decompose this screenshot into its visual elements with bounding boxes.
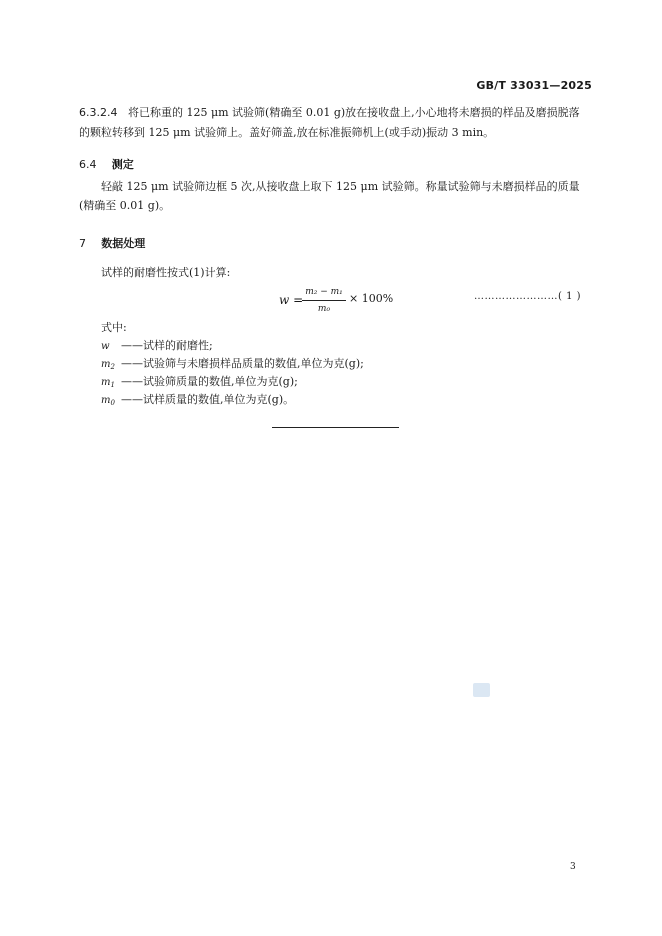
section-6-4-text-line2: (精确至 0.01 g)。 <box>79 199 171 212</box>
section-7-heading <box>79 232 145 251</box>
section-number: 6.4 <box>79 158 97 171</box>
where-label: 式中: <box>101 321 127 334</box>
clause-text-line2: 的颗粒转移到 125 μm 试验筛上。盖好筛盖,放在标准振筛机上(或手动)振动 3 min。 <box>79 126 495 139</box>
standard-code-header: GB/T 33031—2025 <box>476 79 592 92</box>
section-title: 数据处理 <box>101 237 146 250</box>
watermark-logo <box>473 683 490 697</box>
section-title: 测定 <box>111 158 134 171</box>
formula-1 <box>0 286 662 320</box>
variable-symbol: $m_1$ <box>101 377 115 389</box>
formula-fraction <box>302 286 346 315</box>
formula-denominator: m₀ <box>317 304 331 314</box>
section-6-4-heading <box>79 153 134 172</box>
variable-row-m0 <box>101 390 294 413</box>
formula-number: ( 1 ) <box>558 291 582 302</box>
clause-6-3-2-4 <box>79 103 580 123</box>
clause-number: 6.3.2.4 <box>79 106 118 119</box>
variable-symbol: $m_0$ <box>101 395 115 407</box>
formula-lhs: w = <box>279 293 304 307</box>
fraction-bar <box>302 300 346 301</box>
variable-description: ——试样的耐磨性; <box>121 339 213 352</box>
section-6-4-text-line1: 轻敲 125 μm 试验筛边框 5 次,从接收盘上取下 125 μm 试验筛。称量试验筛与未磨损样品的质量 <box>101 180 580 193</box>
variable-description: ——试验筛质量的数值,单位为克(g); <box>121 375 298 388</box>
page-number: 3 <box>570 862 576 872</box>
variable-description: ——试验筛与未磨损样品质量的数值,单位为克(g); <box>121 357 364 370</box>
formula-numerator: m₂ − m₁ <box>305 287 343 297</box>
formula-number-leader <box>474 291 581 302</box>
document-end-line <box>272 427 399 428</box>
variable-symbol: $m_2$ <box>101 359 115 371</box>
section-number: 7 <box>79 237 86 250</box>
formula-rhs: × 100% <box>349 292 394 305</box>
variable-description: ——试样质量的数值,单位为克(g)。 <box>121 393 295 406</box>
variable-symbol: w <box>101 341 110 352</box>
clause-text-line1: 将已称重的 125 μm 试验筛(精确至 0.01 g)放在接收盘上,小心地将未磨损的样品及磨损脱落 <box>127 106 580 119</box>
formula-dots: …………………… <box>474 291 558 302</box>
formula-intro: 试样的耐磨性按式(1)计算: <box>101 266 231 279</box>
